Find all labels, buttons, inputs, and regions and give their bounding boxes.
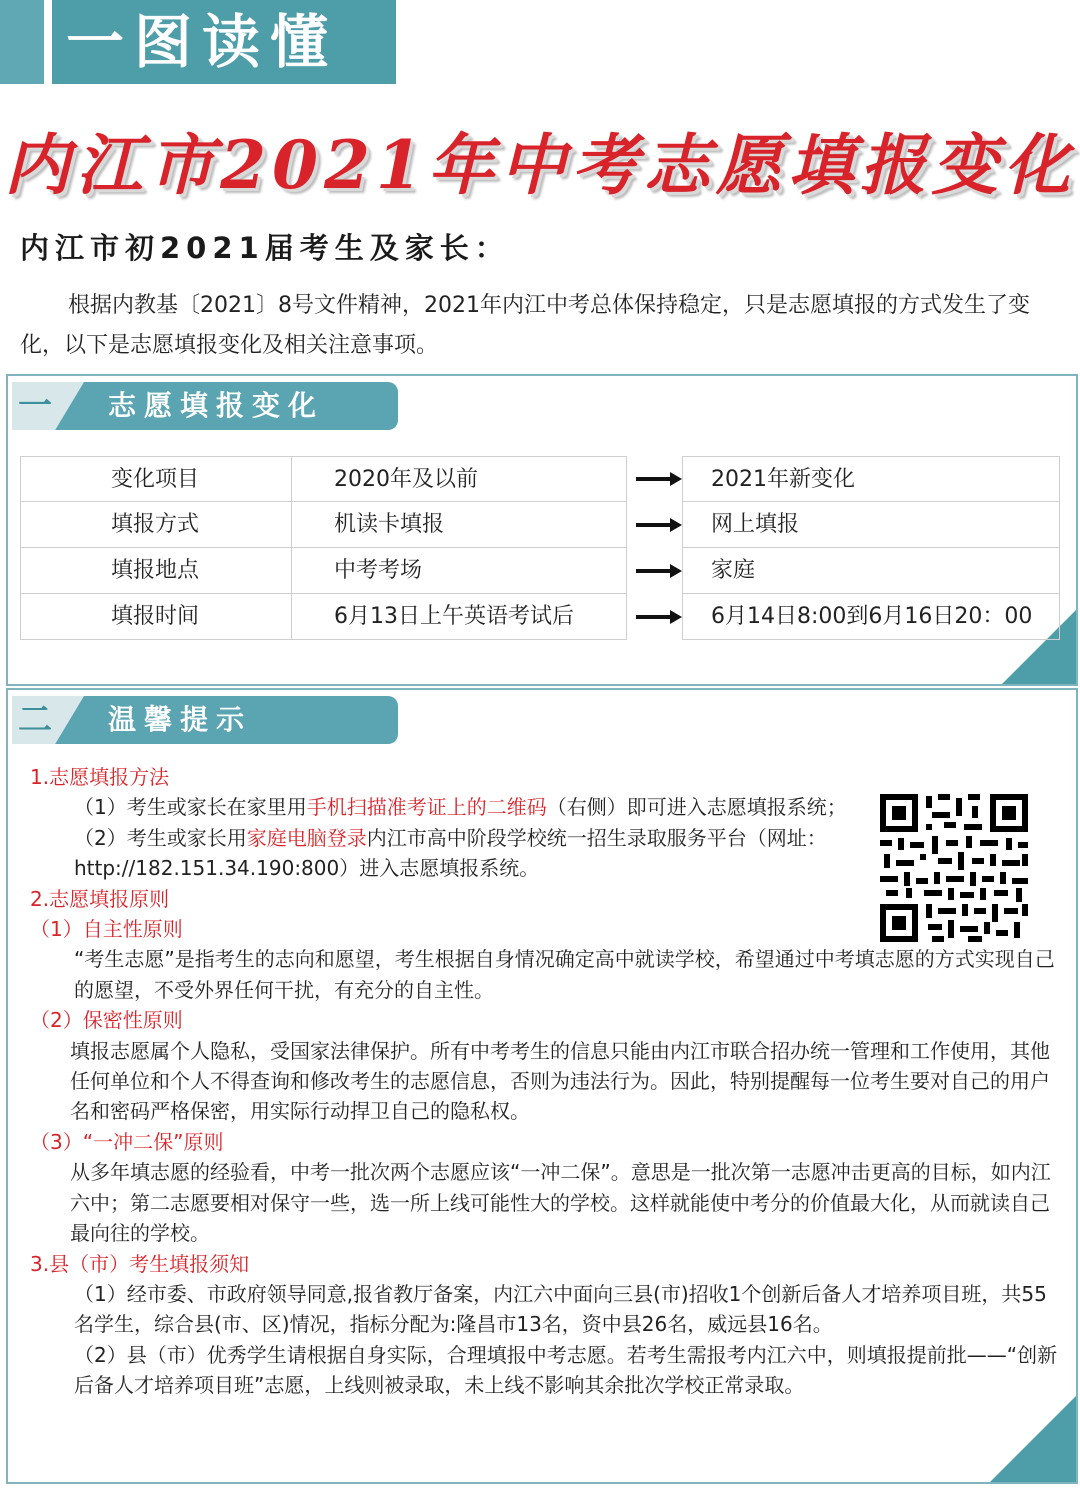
- tip-paragraph: （1）考生或家长在家里用手机扫描准考证上的二维码（右侧）即可进入志愿填报系统；: [74, 795, 847, 820]
- section-number: 一: [18, 386, 52, 426]
- table-cell: 家庭: [682, 548, 1060, 594]
- tip-heading: 2.志愿填报原则: [30, 886, 170, 911]
- section-title: 温馨提示: [108, 703, 253, 736]
- table-row: [20, 502, 1060, 548]
- section-header: [12, 696, 398, 744]
- main-title: 内江市2021年中考志愿填报变化: [4, 126, 1076, 204]
- tip-heading: 3.县（市）考生填报须知: [30, 1251, 250, 1276]
- table-row: [20, 548, 1060, 594]
- section-title: 志愿填报变化: [108, 389, 325, 422]
- table-cell: 机读卡填报: [291, 502, 627, 548]
- tip-paragraph: 从多年填志愿的经验看，中考一批次两个志愿应该“一冲二保”。意思是一批次第一志愿冲击更高的目标，如内江六中；第二志愿要相对保守一些，选一所上线可能性大的学校。这样就能使中考分的价值最大化，从而就读自己最向往的学校。: [70, 1160, 1051, 1246]
- table-cell: 2020年及以前: [291, 456, 627, 502]
- tip-paragraph: （2）县（市）优秀学生请根据自身实际，合理填报中考志愿。若考生需报考内江六中，则填报提前批——“创新后备人才培养项目班”志愿，上线则被录取，未上线不影响其余批次学校正常录取。: [74, 1342, 1058, 1398]
- section-number: 二: [18, 700, 52, 740]
- table-cell: 填报时间: [20, 594, 292, 640]
- qr-code-icon: [876, 790, 1032, 946]
- tip-subheading: （2）保密性原则: [30, 1008, 183, 1033]
- banner-left-strip: [0, 0, 44, 84]
- table-row: [20, 456, 1060, 502]
- tip-subheading: （3）“一冲二保”原则: [30, 1129, 224, 1154]
- corner-decoration: [988, 1394, 1078, 1484]
- arrow-right-icon: [636, 523, 672, 527]
- table-cell: 中考考场: [291, 548, 627, 594]
- tip-paragraph: （1）经市委、市政府领导同意,报省教厅备案，内江六中面向三县(市)招收1个创新后备人才培养项目班，共55名学生，综合县(市、区)情况，指标分配为:隆昌市13名，资中县26名，威远县16名。: [74, 1281, 1047, 1337]
- table-cell: 填报方式: [20, 502, 292, 548]
- greeting: 内江市初2021届考生及家长：: [20, 231, 510, 265]
- tip-paragraph: （2）考生或家长用家庭电脑登录内江市高中阶段学校统一招生录取服务平台（网址：http://182.151.34.190:800）进入志愿填报系统。: [74, 825, 827, 881]
- arrow-right-icon: [636, 615, 672, 619]
- banner-label: 一图读懂: [52, 0, 396, 84]
- tip-subheading: （1）自主性原则: [30, 917, 183, 942]
- tip-paragraph: 填报志愿属个人隐私，受国家法律保护。所有中考考生的信息只能由内江市联合招办统一管理和工作使用，其他任何单位和个人不得查询和修改考生的志愿信息，否则为违法行为。因此，特别提醒每一位考生要对自己的用户名和密码严格保密，用实际行动捍卫自己的隐私权。: [70, 1038, 1050, 1124]
- table-cell: 网上填报: [682, 502, 1060, 548]
- arrow-right-icon: [636, 477, 672, 481]
- tip-paragraph: “考生志愿”是指考生的志向和愿望，考生根据自身情况确定高中就读学校，希望通过中考填志愿的方式实现自己的愿望，不受外界任何干扰，有充分的自主性。: [74, 947, 1055, 1002]
- table-cell: 填报地点: [20, 548, 292, 594]
- tip-heading: 1.志愿填报方法: [30, 765, 170, 789]
- arrow-right-icon: [636, 569, 672, 573]
- table-cell: 6月14日8:00到6月16日20：00: [682, 594, 1060, 640]
- table-cell: 6月13日上午英语考试后: [291, 594, 627, 640]
- table-cell: 变化项目: [20, 456, 292, 502]
- section-header: [12, 382, 398, 430]
- intro-paragraph: 根据内教基〔2021〕8号文件精神，2021年内江中考总体保持稳定，只是志愿填报的方式发生了变化，以下是志愿填报变化及相关注意事项。: [20, 293, 1030, 358]
- table-cell: 2021年新变化: [682, 456, 1060, 502]
- table-row: [20, 594, 1060, 640]
